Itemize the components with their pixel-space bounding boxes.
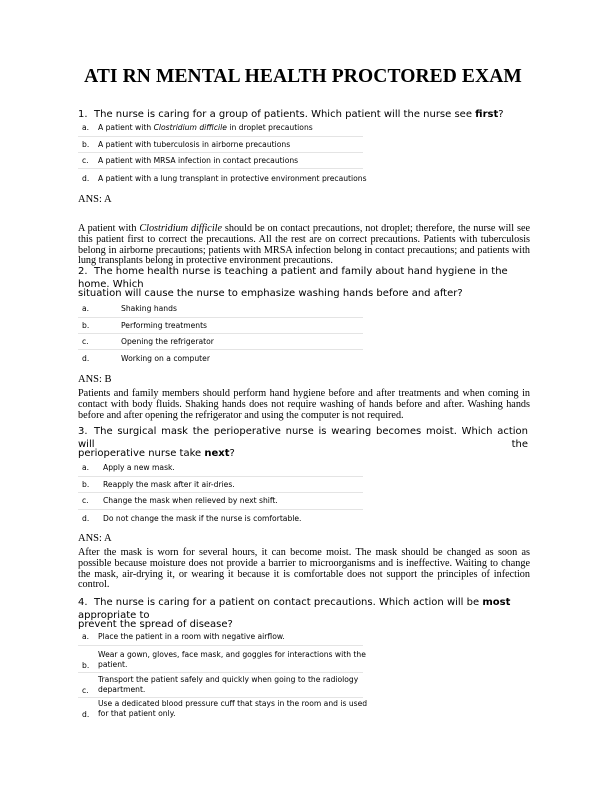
emphasis-text: next [204,448,230,459]
divider [78,492,363,493]
divider [78,476,363,477]
divider [78,349,363,350]
rationale-2: Patients and family members should perform hand hygiene before and after treatments and when coming in contact with body fluids. Shaking hands does not require washing of hands before and after. Washing hands before and after opening the refrigerator and using the computer is not required. [78,388,530,421]
document-page: ATI RN MENTAL HEALTH PROCTORED EXAM 1. The nurse is caring for a group of patients. Which patient will the nurse see first? a. A patient with Clostridium difficile in droplet precautions b. A patient with tuberculosis in airborne precautions c. A patient with MRSA infection in contact precautions d. A patient with a lung transplant in protective environment precautions ANS: A A patient with Clostridium difficile should be on contact precautions, not droplet; therefore, the nurse will see this patient first to correct the precautions. All the rest are on correct precautions. Patients with tuberculosis belong in airborne precautions; patients with MRSA infection belong in contact precautions; and patients with lung transplants belong in protective environment precautions. 2. The home health nurse is teaching a patient and family about hand hygiene in the home. Which situation will cause the nurse to emphasize washing hands before and after? a. Shaking hands b. Performing treatments c. Opening the refrigerator d. Working on a computer ANS: B Patients and family members should perform hand hygiene before and after treatments and when coming in contact with body fluids. Shaking hands does not require washing of hands before and after. Washing hands before and after opening the refrigerator and using the computer is not required. 3. The surgical mask the perioperative nurse is wearing becomes moist. Which action will the perioperative nurse take next? a. Apply a new mask. b. Reapply the mask after it air-dries. c. Change the mask when relieved by next shift. d. Do not change the mask if the nurse is comfortable. ANS: A After the mask is worn for several hours, it can become moist. The mask should be changed as soon as possible because moisture does not provide a barrier to microorganisms and is ineffective. Waiting to change the mask, air-drying it, or wearing it because it is comfortable does not support the principles of infection control. 4. The nurse is caring for a patient on contact precautions. Which action will be most appropriate to prevent the spread of disease? a. Place the patient in a room with negative airflow. b. Wear a gown, gloves, face mask, and goggles for interactions with the patient. c. Transport the patient safely and quickly when going to the radiology department. d. Use a dedicated blood pressure cuff that stays in the room and is used for that patient only. [0,0,606,800]
divider [78,317,363,318]
question-3-stem: 3. The surgical mask the perioperative nurse is wearing becomes moist. Which action will the [78,426,528,450]
answer-3: ANS: A [78,533,112,544]
document-title: ATI RN MENTAL HEALTH PROCTORED EXAM [84,66,522,87]
divider [78,333,363,334]
question-4-stem-continued: prevent the spread of disease? [78,619,233,630]
question-number: 1. [78,109,88,120]
divider [78,152,363,153]
question-2-stem-continued: situation will cause the nurse to emphasize washing hands before and after? [78,288,463,299]
question-number: 3. [78,426,88,437]
question-4-option-d: d. Use a dedicated blood pressure cuff that stays in the room and is used for that patient only. [82,699,368,719]
question-number: 2. [78,266,88,277]
rationale-3: After the mask is worn for several hours, it can become moist. The mask should be changed as soon as possible because moisture does not provide a barrier to microorganisms and is ineffective. Waiting to change the mask, air-drying it, or wearing it because it is comfortable does not support the principles of infection control. [78,547,530,591]
divider [78,697,363,698]
divider [78,136,363,137]
divider [78,672,363,673]
question-4-option-b: b. Wear a gown, gloves, face mask, and goggles for interactions with the patient. [82,650,366,670]
question-1-stem: 1. The nurse is caring for a group of patients. Which patient will the nurse see first? [78,109,504,120]
emphasis-text: first [475,109,499,120]
divider [78,509,363,510]
answer-1: ANS: A [78,194,112,205]
question-2-stem: 2. The home health nurse is teaching a patient and family about hand hygiene in the home. Which [78,266,508,290]
question-4-stem: 4. The nurse is caring for a patient on contact precautions. Which action will be most appropriate to [78,597,511,621]
rationale-1: A patient with Clostridium difficile should be on contact precautions, not droplet; therefore, the nurse will see this patient first to correct the precautions. All the rest are on correct precautions. Patients with tuberculosis belong in airborne precautions; patients with MRSA infection belong in contact precautions; and patients with lung transplants belong in protective environment precautions. [78,223,530,267]
question-4-option-c: c. Transport the patient safely and quickly when going to the radiology department. [82,675,359,695]
question-number: 4. [78,597,88,608]
emphasis-text: most [482,597,511,608]
divider [78,645,363,646]
answer-2: ANS: B [78,374,112,385]
question-3-stem-continued: perioperative nurse take next? [78,448,235,459]
divider [78,168,363,169]
